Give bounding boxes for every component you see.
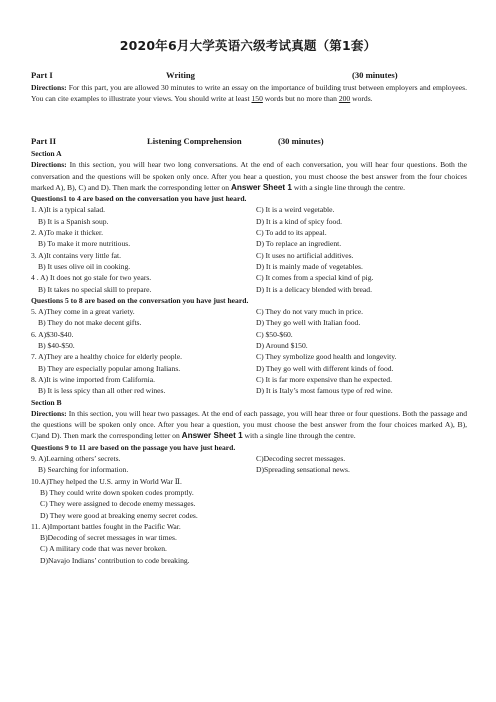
section-a-heading: Section A bbox=[31, 149, 62, 158]
option-left: 6. A)$30-$40. bbox=[31, 329, 74, 339]
directions-text: with a single line through the centre. bbox=[244, 431, 356, 441]
question-group-heading: Questions1 to 4 are based on the conversation you have just heard. bbox=[31, 194, 247, 204]
option-line: D)Navajo Indians’ contribution to code breaking. bbox=[40, 555, 190, 565]
question-line: 10.A)They helped the U.S. army in World War Ⅱ. bbox=[31, 476, 182, 486]
section-b-heading: Section B bbox=[31, 397, 62, 407]
part1-header bbox=[31, 70, 467, 82]
option-right: C) It is far more expensive than he expected. bbox=[256, 374, 393, 384]
option-line: C) A military code that was never broken. bbox=[40, 544, 167, 554]
directions-text: words. bbox=[352, 94, 373, 104]
option-left: 4 . A) It does not go stale for two years. bbox=[31, 273, 152, 283]
max-words: 200 bbox=[338, 94, 351, 104]
section-b-directions bbox=[31, 408, 467, 442]
option-row bbox=[31, 284, 467, 295]
part2-label: Part II bbox=[31, 136, 57, 146]
option-right: C) To add to its appeal. bbox=[256, 228, 327, 238]
option-left: B) Searching for information. bbox=[38, 465, 129, 475]
option-row bbox=[31, 329, 467, 340]
option-right: D) They go well with different kinds of food. bbox=[256, 363, 394, 373]
option-row bbox=[31, 261, 467, 272]
part1-label: Part I bbox=[31, 70, 53, 80]
option-right: D)Spreading sensational news. bbox=[256, 465, 350, 475]
option-row bbox=[31, 272, 467, 283]
directions-text: In this section, you will hear two passages. At the end of each passage, you will hear three or four questions. Both the passage and the questions will be spoken only once. After you hear a question, you must choose the best answer from the four choices marked A), B), C)and D). Then mark the corresponding letter on bbox=[31, 408, 467, 441]
option-right: C) $50-$60. bbox=[256, 329, 293, 339]
option-row bbox=[31, 374, 467, 385]
option-right: D) It is a delicacy blended with bread. bbox=[256, 284, 372, 294]
option-left: 8. A)It is wine imported from California. bbox=[31, 374, 156, 384]
option-right: C) It is a weird vegetable. bbox=[256, 205, 335, 215]
option-line: B)Decoding of secret messages in war times. bbox=[40, 533, 177, 543]
option-right: D) It is a kind of spicy food. bbox=[256, 216, 343, 226]
option-left: 9. A)Learning others’ secrets. bbox=[31, 454, 121, 464]
option-right: D) It is Italy’s most famous type of red wine. bbox=[256, 386, 393, 396]
option-right: C)Decoding secret messages. bbox=[256, 454, 346, 464]
option-row bbox=[31, 351, 467, 362]
option-right: C) It comes from a special kind of pig. bbox=[256, 273, 374, 283]
option-left: 5. A)They come in a great variety. bbox=[31, 307, 135, 317]
question-line: 11. A)Important battles fought in the Pacific War. bbox=[31, 521, 181, 531]
option-left: B) It uses olive oil in cooking. bbox=[38, 261, 131, 271]
answer-sheet-ref: Answer Sheet 1 bbox=[231, 182, 292, 192]
section-a bbox=[31, 148, 467, 566]
question-group-heading: Questions 9 to 11 are based on the passage you have just heard. bbox=[31, 442, 236, 452]
answer-sheet-ref: Answer Sheet 1 bbox=[181, 431, 243, 441]
option-line: C) They were assigned to decode enemy messages. bbox=[40, 499, 196, 509]
option-row bbox=[31, 216, 467, 227]
option-right: D) Around $150. bbox=[256, 341, 308, 351]
part1-directions bbox=[31, 82, 467, 105]
option-row bbox=[31, 464, 467, 475]
option-row bbox=[31, 453, 467, 464]
option-left: B) To make it more nutritious. bbox=[38, 239, 131, 249]
option-row bbox=[31, 363, 467, 374]
option-left: B) It takes no special skill to prepare. bbox=[38, 284, 152, 294]
option-right: D) To replace an ingredient. bbox=[256, 239, 342, 249]
question-group-heading: Questions 5 to 8 are based on the conversation you have just heard. bbox=[31, 295, 249, 305]
part2-name: Listening Comprehension bbox=[147, 136, 242, 146]
option-left: B) They are especially popular among Italians. bbox=[38, 363, 181, 373]
directions-label: Directions: bbox=[31, 83, 67, 92]
directions-text: For this part, you are allowed 30 minutes to write an essay on the importance of building trust between employers and employees. You can cite examples to illustrate your views. You should write at least bbox=[31, 83, 467, 104]
section-a-directions bbox=[31, 159, 467, 193]
option-right: C) They do not vary much in price. bbox=[256, 307, 363, 317]
part2-header bbox=[31, 136, 467, 148]
option-row bbox=[31, 317, 467, 328]
option-right: C) It uses no artificial additives. bbox=[256, 250, 354, 260]
option-left: B) They do not make decent gifts. bbox=[38, 318, 142, 328]
option-left: 3. A)It contains very little fat. bbox=[31, 250, 122, 260]
option-row bbox=[31, 250, 467, 261]
part1-name: Writing bbox=[166, 70, 195, 80]
option-left: B) It is less spicy than all other red wines. bbox=[38, 386, 166, 396]
option-left: B) $40-$50. bbox=[38, 341, 75, 351]
directions-text: words but no more than bbox=[264, 94, 337, 104]
option-left: 2. A)To make it thicker. bbox=[31, 228, 104, 238]
option-left: 1. A)It is a typical salad. bbox=[31, 205, 106, 215]
option-left: B) It is a Spanish soup. bbox=[38, 216, 109, 226]
option-row bbox=[31, 385, 467, 396]
directions-text: with a single line through the centre. bbox=[293, 182, 406, 192]
option-line: D) They were good at breaking enemy secret codes. bbox=[40, 510, 198, 520]
option-row bbox=[31, 306, 467, 317]
directions-label: Directions: bbox=[31, 160, 67, 170]
option-left: 7. A)They are a healthy choice for elderly people. bbox=[31, 352, 182, 362]
option-row bbox=[31, 204, 467, 215]
option-right: C) They symbolize good health and longevity. bbox=[256, 352, 397, 362]
part2-time: (30 minutes) bbox=[278, 136, 324, 146]
option-row bbox=[31, 238, 467, 249]
option-right: D) They go well with Italian food. bbox=[256, 318, 361, 328]
directions-label: Directions: bbox=[31, 408, 67, 418]
min-words: 150 bbox=[251, 94, 263, 104]
option-right: D) It is mainly made of vegetables. bbox=[256, 261, 363, 271]
option-row bbox=[31, 340, 467, 351]
part1-time: (30 minutes) bbox=[352, 70, 398, 80]
option-row bbox=[31, 227, 467, 238]
page-title: 2020年6月大学英语六级考试真题（第1套） bbox=[119, 38, 377, 53]
option-line: B) They could write down spoken codes promptly. bbox=[40, 487, 194, 497]
directions-text: In this section, you will hear two long conversations. At the end of each conversation, you will hear four questions. Both the conversation and the questions will be spoken only once. After you hear a question, you must choose the best answer from the four choices marked A), B), C) and D). Then mark the corresponding letter on bbox=[31, 160, 467, 192]
